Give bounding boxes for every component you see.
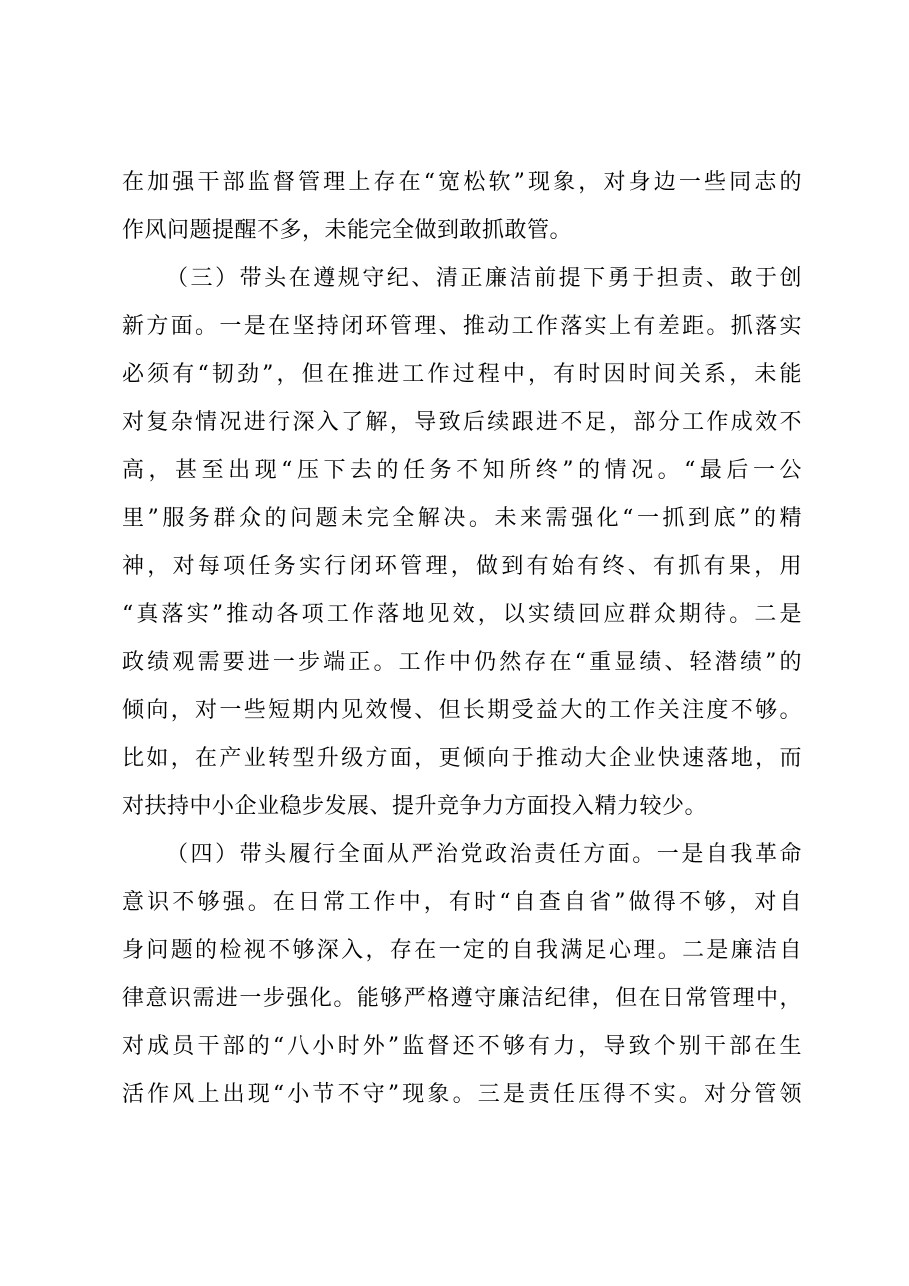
text-line: 对扶持中小企业稳步发展、提升竞争力方面投入精力较少。 bbox=[122, 794, 708, 819]
text-line-heading: （四）带头履行全面从严治党政治责任方面。一是自我革命 bbox=[166, 842, 802, 867]
text-line: 身问题的检视不够深入，存在一定的自我满足心理。二是廉洁自 bbox=[122, 938, 802, 963]
text-line: 比如，在产业转型升级方面，更倾向于推动大企业快速落地，而 bbox=[122, 746, 802, 771]
text-line: 神，对每项任务实行闭环管理，做到有始有终、有抓有果，用 bbox=[122, 554, 802, 579]
text-line: 倾向，对一些短期内见效慢、但长期受益大的工作关注度不够。 bbox=[122, 698, 802, 723]
text-line: 对成员干部的“八小时外”监督还不够有力，导致个别干部在生 bbox=[122, 1034, 802, 1059]
text-line: 高，甚至出现“压下去的任务不知所终”的情况。“最后一公 bbox=[122, 458, 802, 483]
text-line: 新方面。一是在坚持闭环管理、推动工作落实上有差距。抓落实 bbox=[122, 314, 802, 339]
paragraph-continuation bbox=[122, 165, 802, 249]
text-line: “真落实”推动各项工作落地见效，以实绩回应群众期待。二是 bbox=[122, 602, 802, 627]
text-line: 作风问题提醒不多，未能完全做到敢抓敢管。 bbox=[122, 218, 573, 243]
text-line: 里”服务群众的问题未完全解决。未来需强化“一抓到底”的精 bbox=[122, 506, 802, 531]
text-line-heading: （三）带头在遵规守纪、清正廉洁前提下勇于担责、敢于创 bbox=[166, 266, 802, 291]
text-line: 必须有“韧劲”，但在推进工作过程中，有时因时间关系，未能 bbox=[122, 362, 802, 387]
text-line: 政绩观需要进一步端正。工作中仍然存在“重显绩、轻潜绩”的 bbox=[122, 650, 802, 675]
paragraph-section-4 bbox=[122, 837, 802, 1113]
text-line: 对复杂情况进行深入了解，导致后续跟进不足，部分工作成效不 bbox=[122, 410, 802, 435]
text-line: 活作风上出现“小节不守”现象。三是责任压得不实。对分管领 bbox=[122, 1082, 802, 1107]
paragraph-section-3 bbox=[122, 261, 802, 825]
text-line: 在加强干部监督管理上存在“宽松软”现象，对身边一些同志的 bbox=[122, 170, 802, 195]
document-body bbox=[122, 165, 802, 1125]
text-line: 律意识需进一步强化。能够严格遵守廉洁纪律，但在日常管理中， bbox=[122, 986, 802, 1011]
text-line: 意识不够强。在日常工作中，有时“自查自省”做得不够，对自 bbox=[122, 890, 802, 915]
